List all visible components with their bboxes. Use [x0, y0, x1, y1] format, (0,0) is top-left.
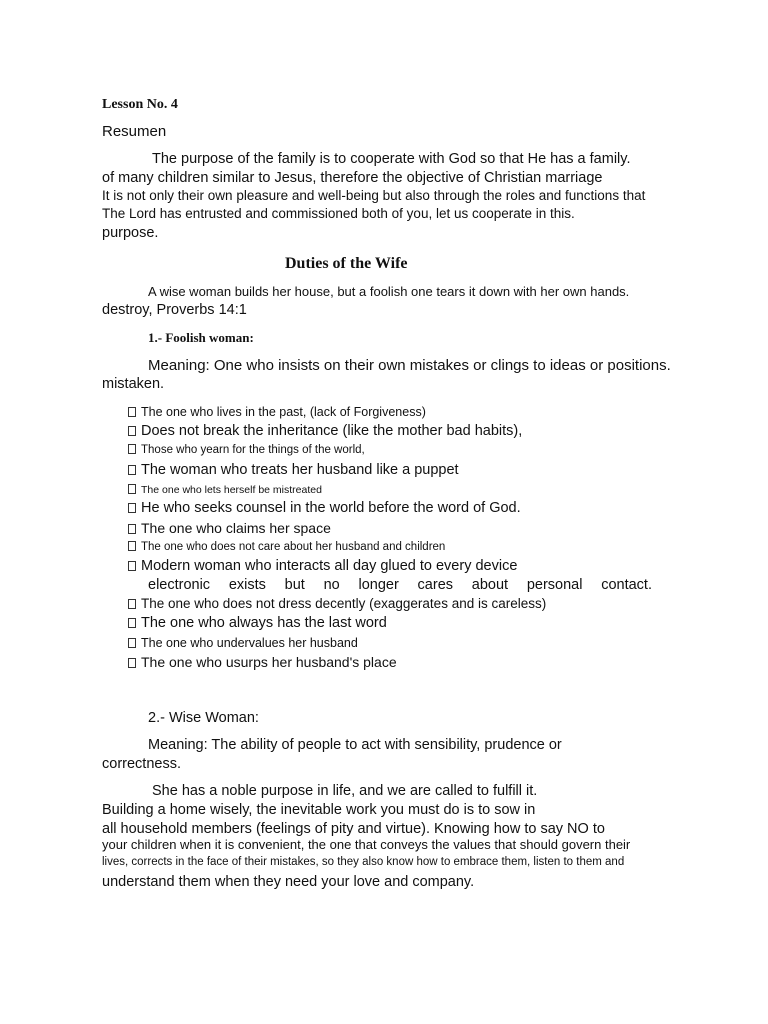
lesson-title: Lesson No. 4 [102, 97, 178, 112]
section-title: Duties of the Wife [285, 255, 408, 272]
bullet-box-icon [128, 465, 136, 475]
list-item [128, 541, 445, 554]
foolish-heading: 1.- Foolish woman: [148, 330, 254, 345]
list-item-text: The woman who treats her husband like a puppet [141, 462, 459, 478]
list-item-text: The one who undervalues her husband [141, 636, 358, 650]
wise-paragraph-line: lives, corrects in the face of their mistakes, so they also know how to embrace them, listen to them and [102, 856, 625, 868]
list-item-text: The one who always has the last word [141, 615, 387, 631]
list-item [128, 423, 522, 440]
list-item-text: The one who usurps her husband's place [141, 654, 397, 670]
list-item [128, 558, 517, 575]
bullet-box-icon [128, 503, 136, 513]
list-item [128, 405, 426, 419]
bullet-box-icon [128, 541, 136, 551]
wise-meaning: correctness. [102, 756, 181, 772]
list-item [128, 636, 358, 650]
list-item [128, 654, 397, 670]
list-item-text: The one who claims her space [141, 520, 331, 536]
list-item-text: He who seeks counsel in the world before the word of God. [141, 500, 521, 516]
resumen-heading: Resumen [102, 123, 167, 140]
list-item [128, 444, 365, 457]
wise-paragraph-line: your children when it is convenient, the one that conveys the values that should govern their [102, 837, 631, 852]
list-item-text: Does not break the inheritance (like the mother bad habits), [141, 423, 523, 439]
list-item-text: The one who does not dress decently (exaggerates and is careless) [141, 596, 547, 611]
wise-paragraph-line: She has a noble purpose in life, and we are called to fulfill it. [152, 783, 538, 799]
bullet-box-icon [128, 524, 136, 534]
list-item-text: The one who lets herself be mistreated [141, 484, 322, 496]
list-item-text: Modern woman who interacts all day glued to every device [141, 558, 518, 574]
bullet-box-icon [128, 638, 136, 648]
bullet-box-icon [128, 561, 136, 571]
intro-line: purpose. [102, 225, 159, 241]
bullet-box-icon [128, 599, 136, 609]
intro-line: The Lord has entrusted and commissioned both of you, let us cooperate in this. [102, 206, 575, 221]
intro-line: of many children similar to Jesus, therefore the objective of Christian marriage [102, 170, 603, 186]
wise-paragraph-line: all household members (feelings of pity and virtue). Knowing how to say NO to [102, 821, 605, 837]
list-item-text: The one who does not care about her husband and children [141, 541, 446, 553]
foolish-meaning: mistaken. [102, 376, 165, 392]
intro-line: It is not only their own pleasure and well-being but also through the roles and functions that [102, 188, 646, 203]
proverb-line: destroy, Proverbs 14:1 [102, 302, 247, 318]
bullet-box-icon [128, 484, 136, 494]
list-item [128, 596, 546, 612]
bullet-box-icon [128, 618, 136, 628]
list-item-text: The one who lives in the past, (lack of Forgiveness) [141, 405, 426, 419]
list-item-text: Those who yearn for the things of the world, [141, 444, 365, 456]
bullet-box-icon [128, 444, 136, 454]
list-item [128, 520, 331, 536]
wise-heading: 2.- Wise Woman: [148, 710, 259, 726]
list-item [128, 462, 459, 479]
wise-paragraph-line: Building a home wisely, the inevitable work you must do is to sow in [102, 802, 536, 818]
list-item [128, 484, 322, 496]
bullet-box-icon [128, 658, 136, 668]
wise-paragraph-line: understand them when they need your love and company. [102, 874, 475, 890]
bullet-box-icon [128, 426, 136, 436]
wise-meaning: Meaning: The ability of people to act with sensibility, prudence or [148, 737, 562, 753]
intro-line: The purpose of the family is to cooperate with God so that He has a family. [152, 151, 631, 167]
proverb-line: A wise woman builds her house, but a foolish one tears it down with her own hands. [148, 284, 630, 299]
foolish-meaning: Meaning: One who insists on their own mistakes or clings to ideas or positions. [148, 357, 671, 374]
bullet-box-icon [128, 407, 136, 417]
list-item [128, 500, 521, 517]
list-item-continuation: electronic exists but no longer cares about personal contact. [148, 577, 652, 593]
list-item [128, 615, 387, 632]
